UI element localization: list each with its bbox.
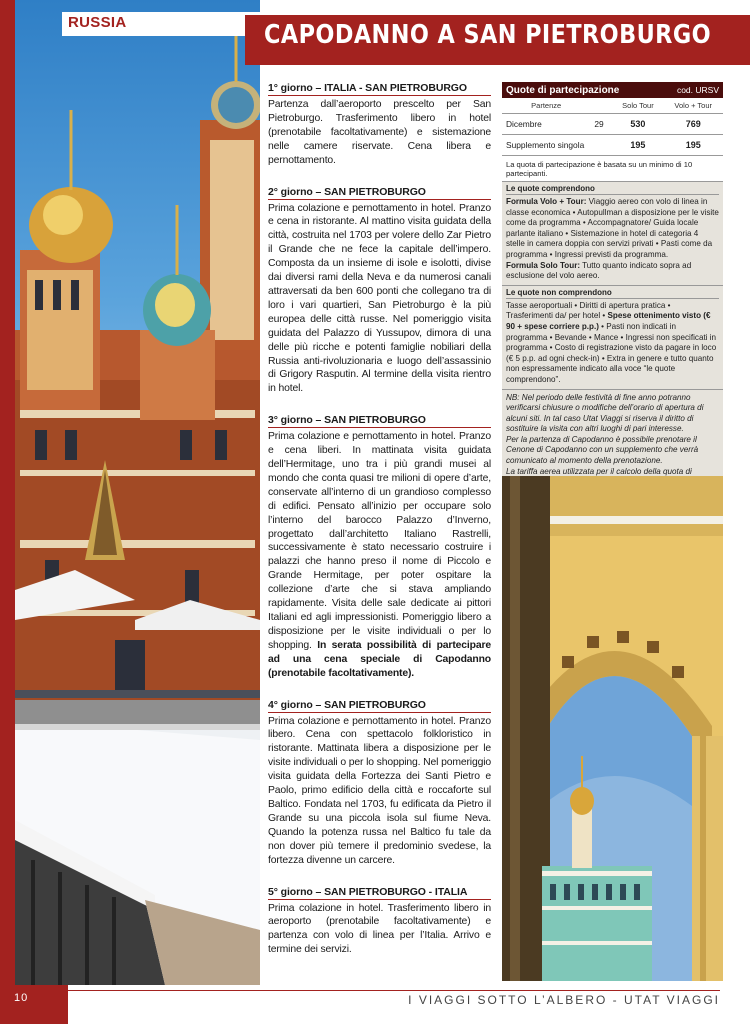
- price-box-title: Quote di partecipazione: [506, 84, 620, 96]
- price-table-header: [502, 98, 723, 114]
- page-number-box: [0, 985, 68, 1024]
- day-description: Prima colazione in hotel. Trasferimento libero in aeroporto (prenotabile facoltativamente) e partenza con volo di linea per l’Italia. Arrivo e termine dei servizi.: [268, 902, 491, 956]
- row-label: Supplemento singola: [502, 135, 612, 156]
- formula-label: Formula Volo + Tour:: [506, 197, 587, 206]
- formula-text: Viaggio aereo con volo di linea in classe economica • Autopullman a disposizione per le visite come da programma • Accompagnatore/ Guida locale parlante italiano • Sistemazione in hotel di categoria 4 stelle in camera doppia con servizi privati • Pasti come da programma • Ingressi previsti da programma.: [506, 197, 719, 259]
- itinerary-day: [268, 186, 491, 397]
- note-text: NB: Nel periodo delle festività di fine anno potranno verificarsi chiusure o modifiche dell’orario di apertura di alcuni siti. In tal caso Utat Viaggi si riserva il diritto di sostituire la visita con altri luoghi di pari interesse.: [506, 392, 704, 434]
- row-day: 29: [590, 114, 612, 135]
- itinerary-column: [268, 82, 491, 975]
- left-accent-strip: [0, 0, 15, 985]
- table-row: [502, 114, 723, 135]
- day-description: Prima colazione e pernottamento in hotel. Pranzo e cena in ristorante. Al mattino visita guidata della città, costruita nel 1703 per volere dello Zar Pietro il Grande che ne fece la capitale dell’impero. Composta da un insieme di isole e isolotti, divise dai diversi rami della Neva e da numerosi canali attraversati da ben 600 ponti che collegano tra di loro i vari quartieri, San Pietroburgo è la più europea delle città russe. Nel pomeriggio visita guidata del Palazzo di Yussupov, dimora di una delle più ricche e potenti famiglie nobiliari della Russia anti-rivoluzionaria e luogo dell’assassinio di Grigory Rasputin. Al termine della visita rientro in hotel.: [268, 202, 491, 395]
- price-table: [502, 98, 723, 156]
- excludes-section: [502, 286, 723, 390]
- price-volo: 195: [663, 135, 723, 156]
- footer-text: I VIAGGI SOTTO L’ALBERO - UTAT VIAGGI: [408, 993, 720, 1007]
- day-title: 2° giorno – SAN PIETROBURGO: [268, 186, 491, 200]
- day-title: 5° giorno – SAN PIETROBURGO - ITALIA: [268, 886, 491, 900]
- day-title: 1° giorno – ITALIA - SAN PIETROBURGO: [268, 82, 491, 96]
- price-box-header: [502, 82, 723, 98]
- day-description: Prima colazione e pernottamento in hotel. Pranzo libero. Cena con spettacolo folkloristico in ristorante. Mattinata libera a disposizione per le visite individuali o per lo shopping. Nel pomeriggio visita guidata della Fortezza dei Santi Pietro e Paolo, primo edificio della città e roccaforte sul Baltico. Fondata nel 1703, fu edificata da Pietro il Grande su una piccola isola sul fiume Neva. Quando la potenza russa nel Baltico fu tale da non dover più temere il predominio svedese, la fortezza divenne un carcere.: [268, 715, 491, 866]
- itinerary-day: [268, 82, 491, 168]
- price-box: [502, 82, 723, 513]
- footer-divider: [68, 990, 720, 991]
- visa-cost: Spese ottenimento visto (€ 90 + spese corriere p.p.): [506, 311, 711, 331]
- price-solo: 195: [612, 135, 663, 156]
- price-solo: 530: [612, 114, 663, 135]
- arch-photo: [502, 476, 723, 981]
- itinerary-day: [268, 699, 491, 868]
- excludes-part: • Pasti non indicati in programma • Bevande • Mance • Ingressi non specificati in programma • Costo di registrazione visto da pagare in loco (€ 5 p.p. ad ogni check-in) • Extra in genere e tutto quanto non espressamente indicato alla voce “le quote comprendono”.: [506, 321, 717, 384]
- day-title: 4° giorno – SAN PIETROBURGO: [268, 699, 491, 713]
- day-description: [268, 430, 491, 680]
- page-number: 10: [14, 992, 29, 1004]
- day-highlight: In serata possibilità di partecipare ad una cena speciale di Capodanno (prenotabile facoltativamente).: [268, 639, 491, 679]
- includes-title: Le quote comprendono: [506, 184, 719, 195]
- note-text: Per la partenza di Capodanno è possibile prenotare il Cenone di Capodanno con un supplemento che verrà comunicato al momento della prenotazione.: [506, 434, 699, 466]
- itinerary-day: [268, 414, 491, 680]
- church-photo: [15, 0, 260, 985]
- price-volo: 769: [663, 114, 723, 135]
- column-header-spacer: [590, 98, 612, 114]
- row-label: Dicembre: [502, 114, 590, 135]
- note-text: La tariffa aerea utilizzata per il calcolo della quota di: [506, 466, 692, 476]
- country-tag: [62, 12, 260, 36]
- column-header: Solo Tour: [612, 98, 663, 114]
- column-header: Volo + Tour: [663, 98, 723, 114]
- tour-code: cod. URSV: [676, 85, 719, 95]
- minimum-note: La quota di partecipazione è basata su un minimo di 10 partecipanti.: [502, 156, 723, 182]
- includes-text: [506, 197, 719, 261]
- day-description: Partenza dall’aeroporto prescelto per San Pietroburgo. Trasferimento libero in hotel (prenotabile facoltativamente) e sistemazione nelle camere riservate. Cena libera e pernottamento.: [268, 99, 491, 166]
- page-title: CAPODANNO A SAN PIETROBURGO: [264, 20, 712, 50]
- includes-text: [506, 261, 719, 282]
- itinerary-day: [268, 886, 491, 958]
- column-header: Partenze: [502, 98, 590, 114]
- table-row: [502, 135, 723, 156]
- formula-text: Tutto quanto indicato sopra ad esclusione del volo aereo.: [506, 260, 692, 281]
- country-label: RUSSIA: [68, 14, 127, 31]
- includes-section: [502, 182, 723, 286]
- excludes-title: Le quote non comprendono: [506, 288, 719, 299]
- day-text: Prima colazione e pernottamento in hotel. Pranzo e cena liberi. In mattinata visita guidata dell’Hermitage, uno tra i più grandi musei al mondo che conta quasi tre milioni di opere d’arte, conservate all’interno di un grandioso complesso di edifici. Pensato all’inizio per occupare solo l’interno del barocco Palazzo d’Inverno, progettato dall’architetto Italiano Rastrelli, successivamente è stato necessario costruire i palazzi che hanno preso il nome di Piccolo e Grande Hermitage, per poter ospitare la collezione d’arte che si stava ampliando rapidamente. Visita delle sale dedicate ai pittori Italiani ed agli impressionisti. Pomeriggio libero a disposizione per le visite individuali o per lo shopping.: [268, 431, 491, 651]
- day-title: 3° giorno – SAN PIETROBURGO: [268, 414, 491, 428]
- excludes-text: [506, 301, 719, 386]
- formula-label: Formula Solo Tour:: [506, 260, 581, 270]
- excludes-part: Tasse aeroportuali • Diritti di apertura pratica • Trasferimenti da/ per hotel •: [506, 300, 671, 321]
